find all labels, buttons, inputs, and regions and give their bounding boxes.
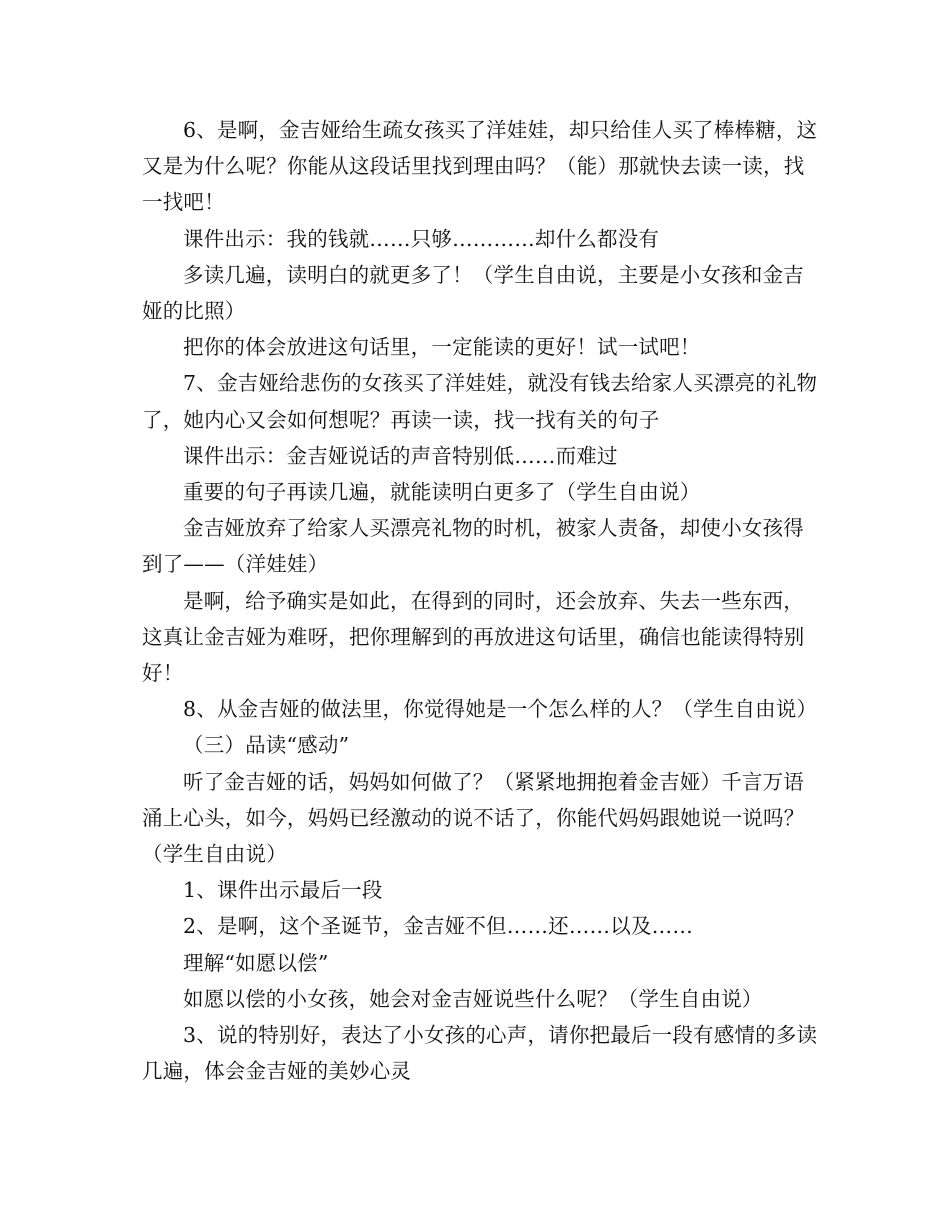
document-body	[142, 112, 818, 1089]
paragraph-wish-fulfilled: 如愿以偿的小女孩，她会对金吉娅说些什么呢？（学生自由说）	[183, 986, 763, 1011]
paragraph-mother-hug: 听了金吉娅的话，妈妈如何做了？（紧紧地拥抱着金吉娅）千言万语涌上心头，如今，妈妈已经激动的说不话了，你能代妈妈跟她说一说吗？（学生自由说）	[142, 769, 805, 867]
paragraph-7-question: 7、金吉娅给悲伤的女孩买了洋娃娃，就没有钱去给家人买漂亮的礼物了，她内心又会如何想呢？再读一读，找一找有关的句子	[142, 371, 818, 432]
paragraph-try-it: 把你的体会放进这句话里，一定能读的更好！试一试吧！	[183, 335, 701, 360]
paragraph-1-last-section: 1、课件出示最后一段	[183, 878, 383, 903]
paragraph-6-question: 6、是啊，金吉娅给生疏女孩买了洋娃娃，却只给佳人买了棒棒糖，这又是为什么呢？你能从这段话里找到理由吗？（能）那就快去读一读，找一找吧！	[142, 118, 818, 215]
paragraph-read-more: 多读几遍，读明白的就更多了！（学生自由说，主要是小女孩和金吉娅的比照）	[142, 262, 804, 324]
paragraph-understand-phrase: 理解“如愿以偿”	[183, 950, 329, 975]
paragraph-3-read-emotion: 3、说的特别好，表达了小女孩的心声，请你把最后一段有感情的多读几遍，体会金吉娅的美妙心灵	[142, 1023, 818, 1084]
paragraph-courseware-voice: 课件出示：金吉娅说话的声音特别低……而难过	[183, 443, 618, 468]
paragraph-courseware-money: 课件出示：我的钱就……只够…………却什么都没有	[183, 226, 660, 251]
paragraph-8-question: 8、从金吉娅的做法里，你觉得她是一个怎么样的人？（学生自由说）	[183, 697, 818, 722]
section-heading-3: （三）品读“感动”	[183, 733, 350, 758]
paragraph-important-sentences: 重要的句子再读几遍，就能读明白更多了（学生自由说）	[183, 480, 701, 505]
paragraph-gave-up-gifts: 金吉娅放弃了给家人买漂亮礼物的时机，被家人责备，却使小女孩得到了——（洋娃娃）	[142, 516, 804, 577]
paragraph-2-christmas: 2、是啊，这个圣诞节，金吉娅不但……还……以及……	[183, 914, 694, 939]
paragraph-giving: 是啊，给予确实是如此，在得到的同时，还会放弃、失去一些东西，这真让金吉娅为难呀，把你理解到的再放进这句话里，确信也能读得特别好！	[142, 588, 805, 686]
